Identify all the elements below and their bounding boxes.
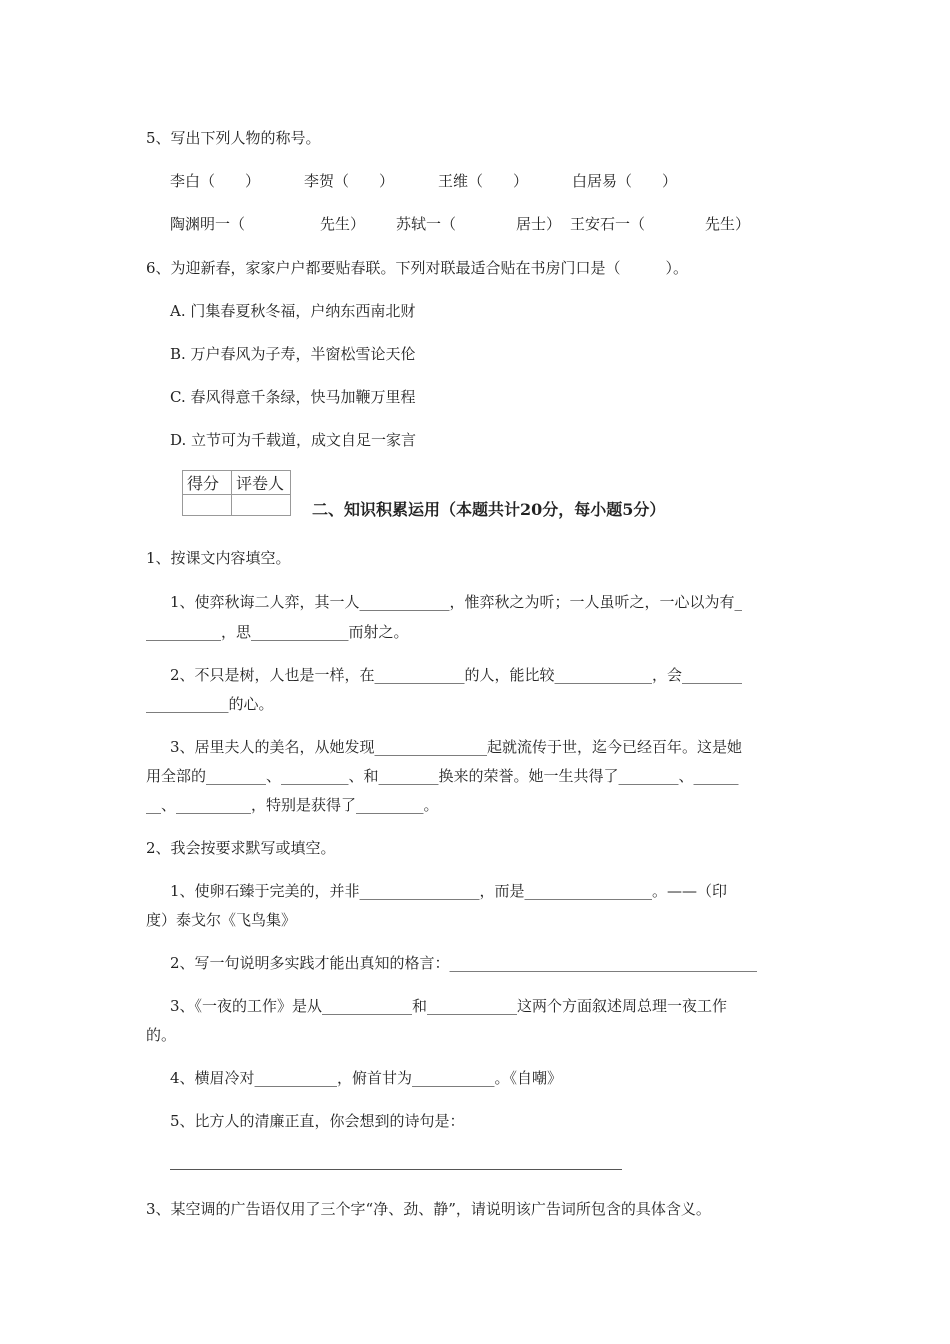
q5-item-baijuyi: 白居易（ ） — [572, 172, 678, 190]
q6-option-c: C. 春风得意千条绿，快马加鞭万里程 — [170, 388, 416, 406]
q6-option-d: D. 立节可为千载道，成文自足一家言 — [170, 431, 417, 449]
s1-line-1: 1、使弈秋诲二人弈，其一人____________，惟弈秋之为听；一人虽听之，一心以为有_ — [170, 593, 743, 611]
s1-line-2: __________，思_____________而射之。 — [146, 623, 409, 641]
q5-item-lihe: 李贺（ ） — [304, 172, 395, 190]
answer-line — [170, 1169, 622, 1170]
grader-cell — [232, 495, 291, 516]
q6-title: 6、为迎新春，家家户户都要贴春联。下列对联最适合贴在书房门口是（ ）。 — [146, 259, 689, 277]
s1-title: 1、按课文内容填空。 — [146, 549, 291, 567]
s3-title: 3、某空调的广告语仅用了三个字“净、劲、静”，请说明该广告词所包含的具体含义。 — [146, 1200, 711, 1218]
s2-title: 2、我会按要求默写或填空。 — [146, 839, 336, 857]
section2-title: 二、知识积累运用（本题共计20分，每小题5分） — [312, 500, 666, 519]
grader-header: 评卷人 — [232, 471, 291, 495]
score-table — [182, 470, 291, 516]
s1-line-7: __、__________，特别是获得了_________。 — [146, 796, 439, 814]
score-header: 得分 — [183, 471, 232, 495]
q5-item-libai: 李白（ ） — [170, 172, 261, 190]
q6-option-a: A. 门集春夏秋冬福，户纳东西南北财 — [170, 302, 416, 320]
q5-item-sushi: 苏轼一（ 居士） — [396, 215, 562, 233]
s2-line-6: 4、横眉冷对___________，俯首甘为___________。《自嘲》 — [170, 1069, 563, 1087]
s2-line-1: 1、使卵石臻于完美的，并非________________，而是_________________。——（印 — [170, 882, 728, 900]
s1-line-5: 3、居里夫人的美名，从她发现_______________起就流传于世，迄今已经百年。这是她 — [170, 738, 743, 756]
s1-line-6: 用全部的________、_________、和________换来的荣誉。她一生共得了________、______ — [146, 767, 739, 785]
s2-line-4: 3、《一夜的工作》是从____________和____________这两个方面叙述周总理一夜工作 — [170, 997, 728, 1015]
q5-title: 5、写出下列人物的称号。 — [146, 129, 321, 147]
score-cell — [183, 495, 232, 516]
q5-item-wangwei: 王维（ ） — [438, 172, 529, 190]
s2-line-7: 5、比方人的清廉正直，你会想到的诗句是： — [170, 1112, 465, 1130]
q5-item-wanganshi: 王安石一（ 先生） — [570, 215, 751, 233]
s2-line-3: 2、写一句说明多实践才能出真知的格言：_________________________________________ — [170, 954, 758, 972]
s1-line-4: ___________的心。 — [146, 695, 274, 713]
q5-item-taoyuanming: 陶渊明一（ 先生） — [170, 215, 366, 233]
s2-line-5: 的。 — [146, 1026, 177, 1044]
q6-option-b: B. 万户春风为子寿，半窗松雪论天伦 — [170, 345, 416, 363]
s2-line-2: 度）泰戈尔《飞鸟集》 — [146, 911, 297, 929]
s1-line-3: 2、不只是树，人也是一样，在____________的人，能比较_____________，会________ — [170, 666, 743, 684]
